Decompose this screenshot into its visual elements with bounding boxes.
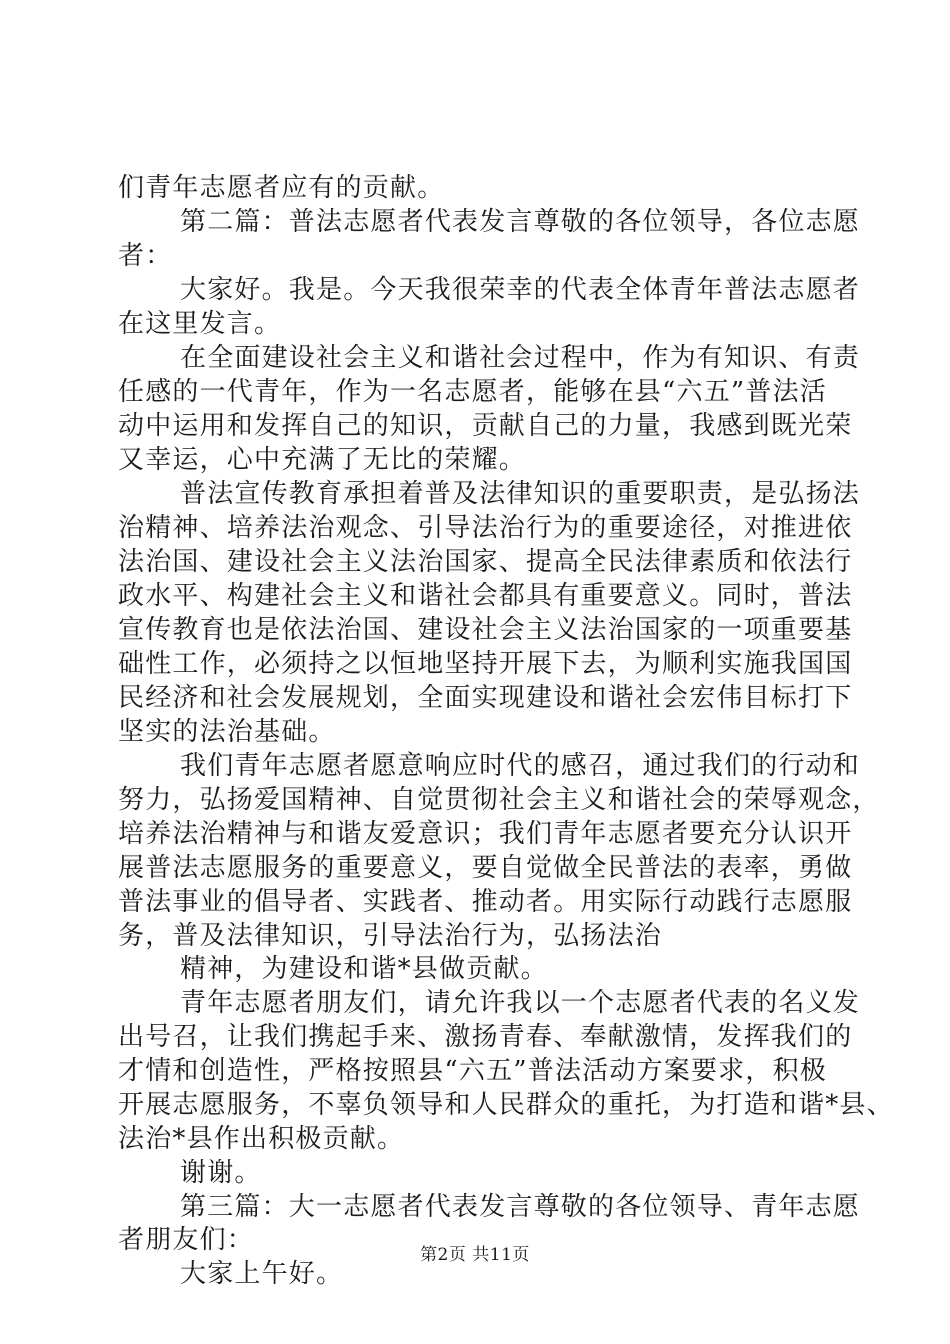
text-line: 培养法治精神与和谐友爱意识；我们青年志愿者要充分认识开	[118, 819, 853, 849]
text-line: 者朋友们：	[118, 1225, 255, 1255]
section-heading-line: 第二篇：普法志愿者代表发言尊敬的各位领导，各位志愿	[180, 207, 861, 237]
text-line: 大家上午好。	[180, 1259, 344, 1289]
text-line: 努力，弘扬爱国精神、自觉贯彻社会主义和谐社会的荣辱观念，	[118, 785, 880, 815]
text-line: 任感的一代青年，作为一名志愿者，能够在县“六五”普法活	[118, 377, 827, 407]
text-line: 开展志愿服务，不辜负领导和人民群众的重托，为打造和谐*县、	[118, 1090, 894, 1120]
text-line: 治精神、培养法治观念、引导法治行为的重要途径，对推进依	[118, 513, 853, 543]
text-line: 普法宣传教育承担着普及法律知识的重要职责，是弘扬法	[180, 479, 861, 509]
text-line: 者：	[118, 241, 173, 271]
text-line: 青年志愿者朋友们，请允许我以一个志愿者代表的名义发	[180, 988, 861, 1018]
text-line: 民经济和社会发展规划，全面实现建设和谐社会宏伟目标打下	[118, 683, 853, 713]
text-line: 政水平、构建社会主义和谐社会都具有重要意义。同时，普法	[118, 581, 853, 611]
text-line: 法治*县作出积极贡献。	[118, 1124, 405, 1154]
text-line: 们青年志愿者应有的贡献。	[118, 173, 445, 203]
text-line: 才情和创造性，严格按照县“六五”普法活动方案要求，积极	[118, 1056, 827, 1086]
text-line: 我们青年志愿者愿意响应时代的感召，通过我们的行动和	[180, 751, 861, 781]
text-line: 法治国、建设社会主义法治国家、提高全民法律素质和依法行	[118, 547, 853, 577]
text-line: 在这里发言。	[118, 309, 282, 339]
text-line: 务，普及法律知识，引导法治行为，弘扬法治	[118, 921, 663, 951]
text-line: 展普法志愿服务的重要意义，要自觉做全民普法的表率，勇做	[118, 853, 853, 883]
text-line: 大家好。我是。今天我很荣幸的代表全体青年普法志愿者	[180, 275, 861, 305]
text-line: 坚实的法治基础。	[118, 717, 336, 747]
text-line: 动中运用和发挥自己的知识，贡献自己的力量，我感到既光荣	[118, 411, 853, 441]
text-line: 础性工作，必须持之以恒地坚持开展下去，为顺利实施我国国	[118, 649, 853, 679]
text-line: 精神，为建设和谐*县做贡献。	[180, 954, 548, 984]
text-line: 在全面建设社会主义和谐社会过程中，作为有知识、有责	[180, 343, 861, 373]
page-footer: 第2页 共11页	[420, 1245, 530, 1265]
section-heading-line: 第三篇：大一志愿者代表发言尊敬的各位领导、青年志愿	[180, 1192, 861, 1222]
text-line: 出号召，让我们携起手来、激扬青春、奉献激情，发挥我们的	[118, 1022, 853, 1052]
text-line: 谢谢。	[180, 1158, 262, 1188]
text-line: 宣传教育也是依法治国、建设社会主义法治国家的一项重要基	[118, 615, 853, 645]
text-line: 又幸运，心中充满了无比的荣耀。	[118, 445, 527, 475]
text-line: 普法事业的倡导者、实践者、推动者。用实际行动践行志愿服	[118, 887, 853, 917]
